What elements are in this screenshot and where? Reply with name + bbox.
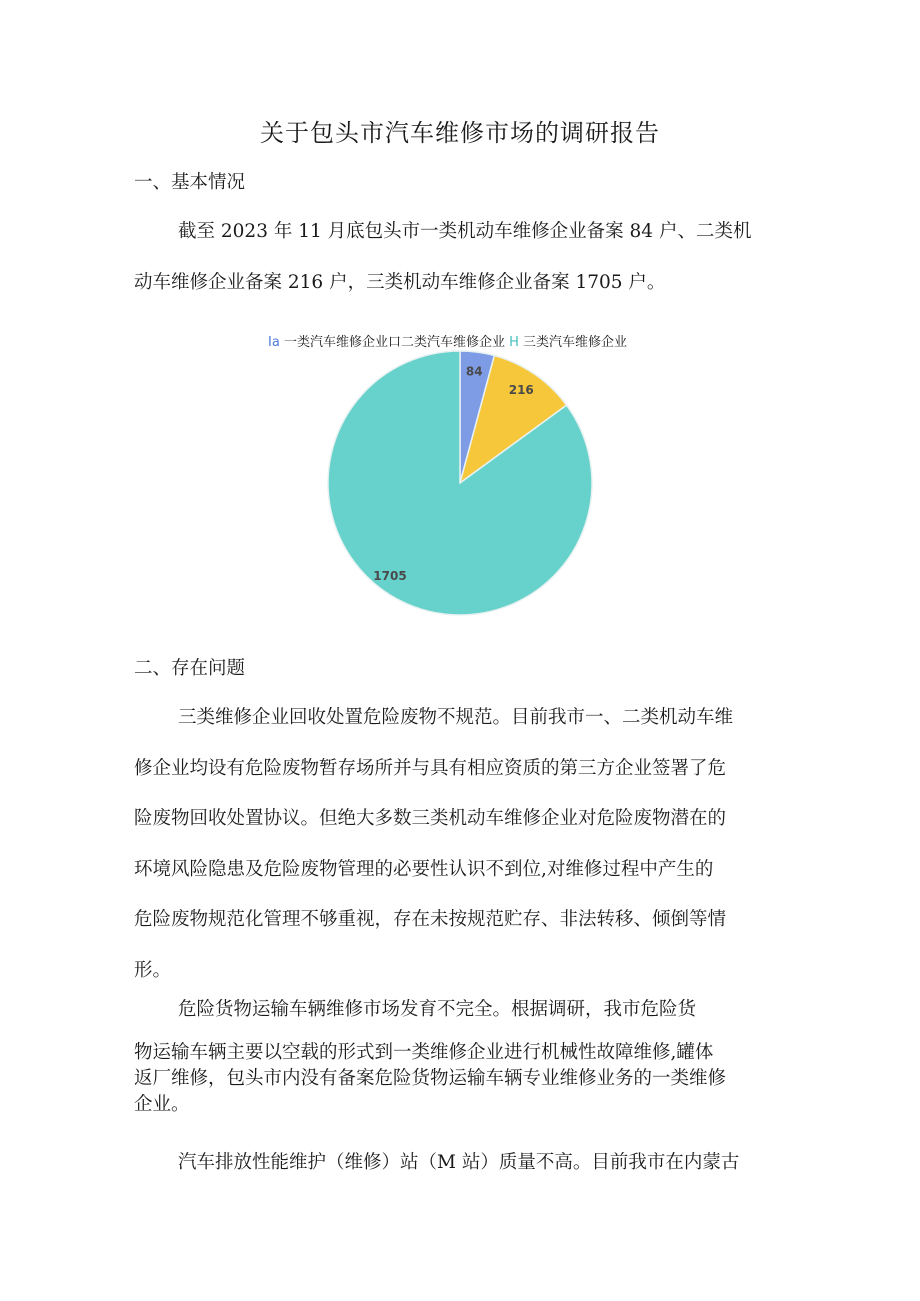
paragraph-line: 返厂维修，包头市内没有备案危险货物运输车辆专业维修业务的一类维修	[134, 1068, 727, 1089]
legend-item-1: 一类汽车维修企业	[279, 335, 388, 350]
paragraph-problems	[134, 693, 786, 996]
paragraph-line: 截至 2023 年 11 月底包头市一类机动车维修企业备案 84 户、二类机	[178, 221, 752, 242]
legend-marker-3: H	[509, 335, 519, 350]
paragraph-line: 环境风险隐患及危险废物管理的必要性认识不到位,对维修过程中产生的	[134, 858, 714, 880]
legend-marker-2: 口	[387, 335, 401, 350]
pie-data-label: 1705	[373, 569, 407, 583]
paragraph-line: 险废物回收处置协议。但绝大多数三类机动车维修企业对危险废物潜在的	[134, 808, 727, 829]
paragraph-line: 物运输车辆主要以空载的形式到一类维修企业进行机械性故障维修,罐体	[134, 1042, 714, 1063]
paragraph-line: 企业。	[134, 1094, 190, 1115]
document-title: 关于包头市汽车维修市场的调研报告	[260, 119, 660, 147]
section-heading-basic: 一、基本情况	[134, 172, 246, 193]
paragraph-hazmat	[134, 1040, 786, 1118]
paragraph-line: 修企业均设有危险废物暂存场所并与具有相应资质的第三方企业签署了危	[134, 757, 727, 779]
paragraph-line: 危险废物规范化管理不够重视，存在未按规范贮存、非法转移、倾倒等情	[134, 909, 727, 930]
pie-data-label: 84	[465, 364, 483, 379]
legend-item-3: 三类汽车维修企业	[518, 335, 628, 350]
paragraph-line: 动车维修企业备案 216 户，三类机动车维修企业备案 1705 户。	[134, 271, 666, 293]
paragraph-hazmat-first: 危险货物运输车辆维修市场发育不完全。根据调研，我市危险货	[178, 999, 697, 1020]
pie-data-label: 216	[508, 382, 534, 397]
pie-slices	[328, 351, 592, 615]
legend-item-2: 二类汽车维修企业	[400, 335, 505, 350]
paragraph-line: 形。	[134, 959, 172, 981]
legend-marker-1: Ia	[268, 335, 280, 350]
paragraph-line: 三类维修企业回收处置危险废物不规范。目前我市一、二类机动车维	[178, 707, 734, 728]
paragraph-emission: 汽车排放性能维护（维修）站（M 站）质量不高。目前我市在内蒙古	[178, 1152, 740, 1173]
section-heading-problems: 二、存在问题	[134, 658, 246, 679]
